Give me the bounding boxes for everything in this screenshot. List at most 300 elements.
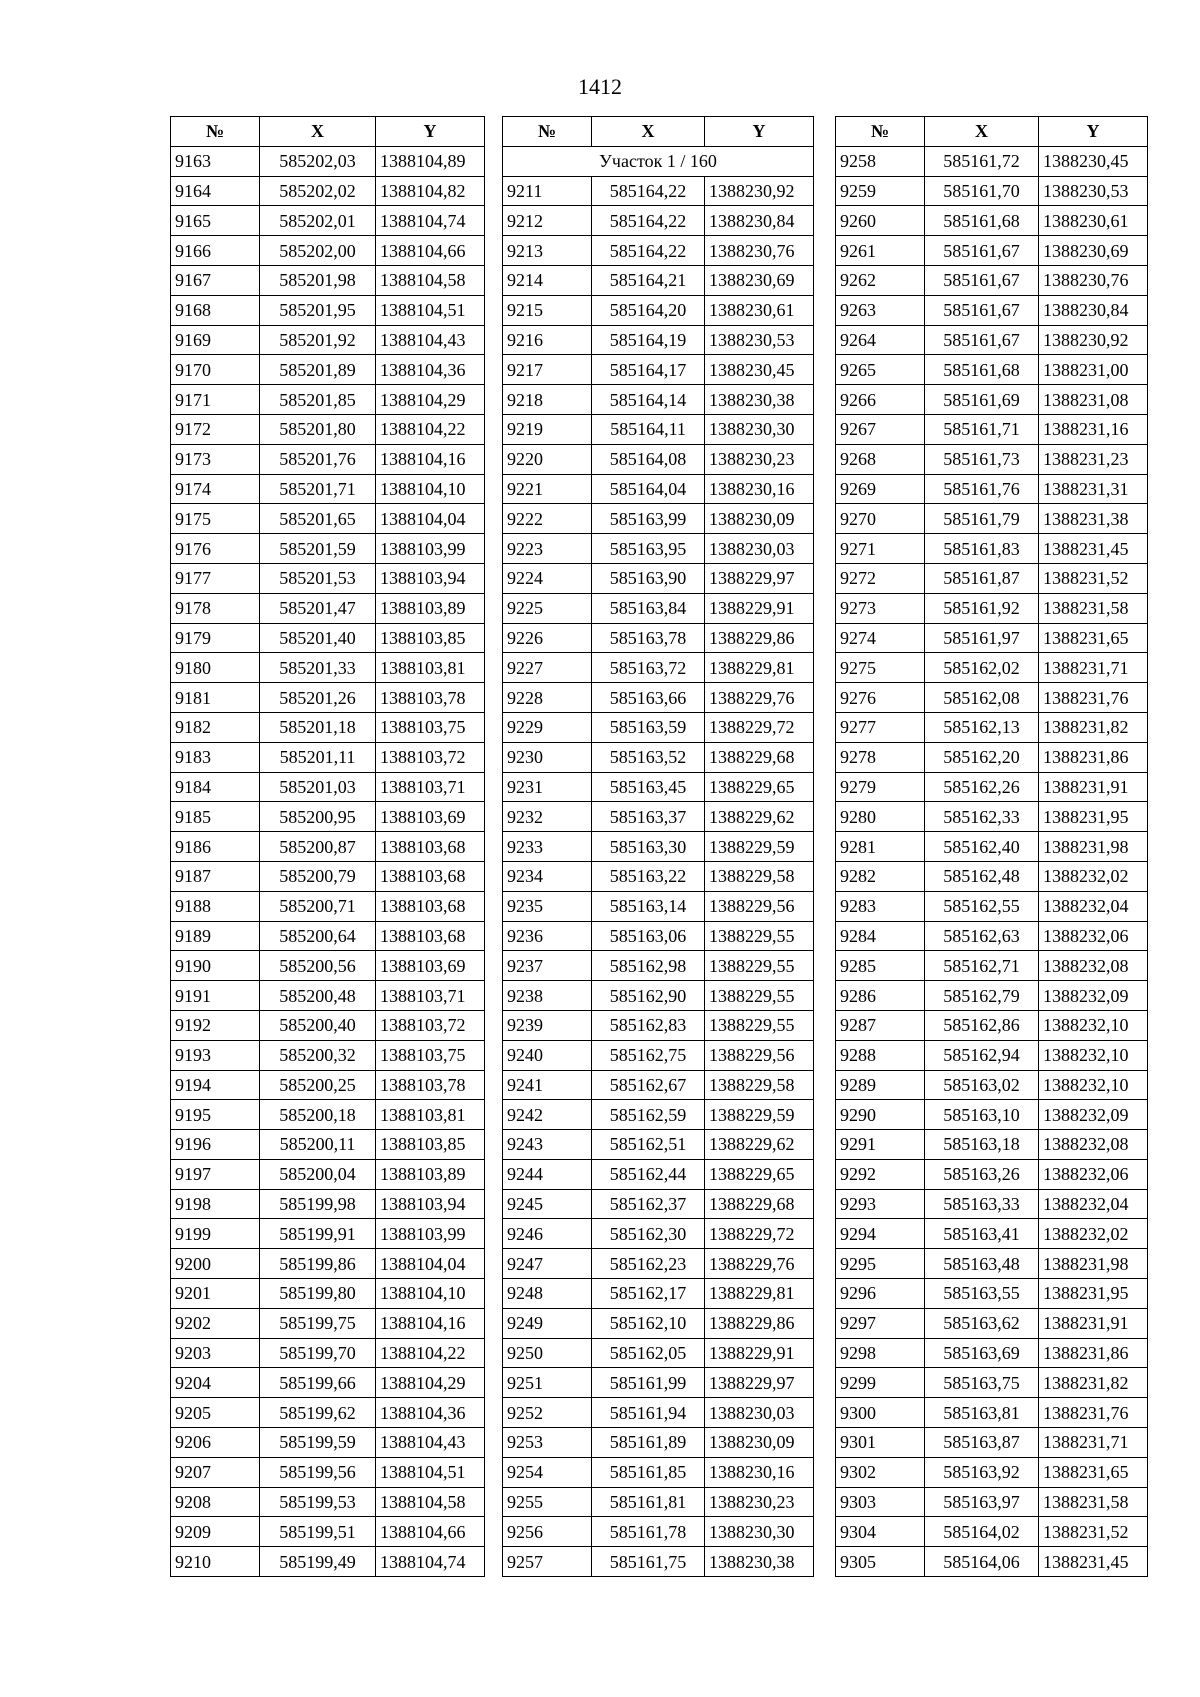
y-coordinate-cell: 1388103,71 [376, 772, 485, 802]
y-coordinate-cell: 1388231,45 [1039, 534, 1148, 564]
x-coordinate-cell: 585201,47 [260, 593, 376, 623]
table-row [836, 1100, 1148, 1130]
x-coordinate-cell: 585200,48 [260, 981, 376, 1011]
point-number-cell: 9223 [503, 534, 592, 564]
y-coordinate-cell: 1388104,43 [376, 1428, 485, 1458]
y-coordinate-cell: 1388103,68 [376, 832, 485, 862]
table-row [836, 742, 1148, 772]
x-coordinate-cell: 585199,49 [260, 1547, 376, 1577]
point-number-cell: 9209 [171, 1517, 260, 1547]
y-coordinate-cell: 1388104,29 [376, 385, 485, 415]
x-coordinate-cell: 585162,67 [592, 1070, 705, 1100]
table-row [836, 1189, 1148, 1219]
table-row [836, 802, 1148, 832]
x-coordinate-cell: 585163,92 [925, 1457, 1039, 1487]
x-coordinate-cell: 585164,04 [592, 474, 705, 504]
y-coordinate-cell: 1388103,68 [376, 861, 485, 891]
point-number-cell: 9280 [836, 802, 925, 832]
table-row [503, 1040, 814, 1070]
y-coordinate-cell: 1388230,84 [1039, 295, 1148, 325]
y-coordinate-cell: 1388229,56 [705, 891, 814, 921]
y-coordinate-cell: 1388230,09 [705, 1428, 814, 1458]
point-number-cell: 9183 [171, 742, 260, 772]
y-coordinate-cell: 1388231,52 [1039, 1517, 1148, 1547]
x-coordinate-cell: 585161,94 [592, 1398, 705, 1428]
x-coordinate-cell: 585199,75 [260, 1308, 376, 1338]
page-number: 1412 [578, 74, 622, 99]
table-row [171, 623, 485, 653]
table-row [503, 236, 814, 266]
table-row [171, 683, 485, 713]
x-coordinate-cell: 585199,62 [260, 1398, 376, 1428]
point-number-cell: 9295 [836, 1249, 925, 1279]
x-coordinate-cell: 585162,44 [592, 1159, 705, 1189]
y-coordinate-cell: 1388104,16 [376, 444, 485, 474]
y-coordinate-cell: 1388229,56 [705, 1040, 814, 1070]
point-number-cell: 9279 [836, 772, 925, 802]
point-number-cell: 9287 [836, 1010, 925, 1040]
point-number-cell: 9212 [503, 206, 592, 236]
table-row [503, 802, 814, 832]
point-number-cell: 9271 [836, 534, 925, 564]
table-row [503, 265, 814, 295]
y-coordinate-cell: 1388104,10 [376, 474, 485, 504]
point-number-cell: 9253 [503, 1428, 592, 1458]
x-coordinate-cell: 585199,86 [260, 1249, 376, 1279]
table-row [836, 474, 1148, 504]
point-number-cell: 9248 [503, 1279, 592, 1309]
x-coordinate-cell: 585163,45 [592, 772, 705, 802]
y-coordinate-cell: 1388230,84 [705, 206, 814, 236]
point-number-cell: 9206 [171, 1428, 260, 1458]
x-coordinate-cell: 585164,22 [592, 206, 705, 236]
point-number-cell: 9171 [171, 385, 260, 415]
point-number-cell: 9167 [171, 265, 260, 295]
point-number-cell: 9236 [503, 921, 592, 951]
x-coordinate-cell: 585161,76 [925, 474, 1039, 504]
point-number-cell: 9252 [503, 1398, 592, 1428]
table-row [503, 1010, 814, 1040]
y-coordinate-cell: 1388229,62 [705, 802, 814, 832]
y-coordinate-cell: 1388104,22 [376, 1338, 485, 1368]
x-coordinate-cell: 585161,67 [925, 265, 1039, 295]
y-coordinate-cell: 1388232,08 [1039, 1130, 1148, 1160]
table-row [171, 385, 485, 415]
x-coordinate-cell: 585163,95 [592, 534, 705, 564]
table-row [171, 325, 485, 355]
y-coordinate-cell: 1388231,91 [1039, 772, 1148, 802]
point-number-cell: 9263 [836, 295, 925, 325]
x-coordinate-cell: 585163,72 [592, 653, 705, 683]
y-coordinate-cell: 1388230,53 [1039, 176, 1148, 206]
y-coordinate-cell: 1388230,45 [1039, 146, 1148, 176]
point-number-cell: 9257 [503, 1547, 592, 1577]
x-coordinate-cell: 585162,33 [925, 802, 1039, 832]
y-coordinate-cell: 1388229,76 [705, 1249, 814, 1279]
y-coordinate-cell: 1388232,10 [1039, 1070, 1148, 1100]
point-number-cell: 9205 [171, 1398, 260, 1428]
x-coordinate-cell: 585199,91 [260, 1219, 376, 1249]
table-row [503, 1130, 814, 1160]
x-coordinate-cell: 585163,02 [925, 1070, 1039, 1100]
x-coordinate-cell: 585164,17 [592, 355, 705, 385]
y-coordinate-cell: 1388231,45 [1039, 1547, 1148, 1577]
x-coordinate-cell: 585200,71 [260, 891, 376, 921]
y-coordinate-cell: 1388103,81 [376, 1100, 485, 1130]
table-row [836, 653, 1148, 683]
x-coordinate-cell: 585161,67 [925, 325, 1039, 355]
y-coordinate-cell: 1388232,04 [1039, 891, 1148, 921]
x-coordinate-cell: 585202,01 [260, 206, 376, 236]
table-row [171, 1428, 485, 1458]
table-row [171, 921, 485, 951]
table-row [503, 563, 814, 593]
table-row [503, 1219, 814, 1249]
y-coordinate-cell: 1388229,81 [705, 1279, 814, 1309]
x-coordinate-cell: 585164,11 [592, 414, 705, 444]
x-coordinate-cell: 585202,00 [260, 236, 376, 266]
point-number-cell: 9224 [503, 563, 592, 593]
y-coordinate-cell: 1388104,16 [376, 1308, 485, 1338]
point-number-cell: 9291 [836, 1130, 925, 1160]
y-coordinate-cell: 1388103,68 [376, 891, 485, 921]
point-number-cell: 9169 [171, 325, 260, 355]
y-coordinate-cell: 1388104,82 [376, 176, 485, 206]
x-coordinate-cell: 585199,70 [260, 1338, 376, 1368]
x-coordinate-cell: 585162,23 [592, 1249, 705, 1279]
x-coordinate-cell: 585162,51 [592, 1130, 705, 1160]
point-number-cell: 9294 [836, 1219, 925, 1249]
y-coordinate-cell: 1388232,08 [1039, 951, 1148, 981]
point-number-cell: 9299 [836, 1368, 925, 1398]
x-coordinate-cell: 585201,53 [260, 563, 376, 593]
point-number-cell: 9230 [503, 742, 592, 772]
y-coordinate-cell: 1388104,22 [376, 414, 485, 444]
y-coordinate-cell: 1388104,89 [376, 146, 485, 176]
table-row [171, 1219, 485, 1249]
section-label: Участок 1 / 160 [503, 146, 814, 176]
x-coordinate-cell: 585162,94 [925, 1040, 1039, 1070]
table-row [503, 295, 814, 325]
table-row [836, 1279, 1148, 1309]
table-row [836, 981, 1148, 1011]
point-number-cell: 9281 [836, 832, 925, 862]
x-coordinate-cell: 585162,05 [592, 1338, 705, 1368]
point-number-cell: 9304 [836, 1517, 925, 1547]
y-coordinate-cell: 1388229,68 [705, 1189, 814, 1219]
column-header-y: Y [1039, 117, 1148, 147]
table-row [503, 981, 814, 1011]
table-row [836, 1040, 1148, 1070]
point-number-cell: 9296 [836, 1279, 925, 1309]
x-coordinate-cell: 585201,80 [260, 414, 376, 444]
y-coordinate-cell: 1388104,58 [376, 265, 485, 295]
point-number-cell: 9190 [171, 951, 260, 981]
table-row [503, 1159, 814, 1189]
y-coordinate-cell: 1388230,03 [705, 534, 814, 564]
table-row [503, 951, 814, 981]
x-coordinate-cell: 585163,62 [925, 1308, 1039, 1338]
y-coordinate-cell: 1388103,69 [376, 802, 485, 832]
y-coordinate-cell: 1388103,78 [376, 1070, 485, 1100]
y-coordinate-cell: 1388104,10 [376, 1279, 485, 1309]
x-coordinate-cell: 585163,37 [592, 802, 705, 832]
point-number-cell: 9243 [503, 1130, 592, 1160]
point-number-cell: 9298 [836, 1338, 925, 1368]
table-row [171, 1279, 485, 1309]
table-row [503, 176, 814, 206]
x-coordinate-cell: 585162,55 [925, 891, 1039, 921]
x-coordinate-cell: 585161,85 [592, 1457, 705, 1487]
y-coordinate-cell: 1388229,91 [705, 593, 814, 623]
y-coordinate-cell: 1388103,89 [376, 1159, 485, 1189]
x-coordinate-cell: 585162,37 [592, 1189, 705, 1219]
y-coordinate-cell: 1388103,72 [376, 742, 485, 772]
point-number-cell: 9182 [171, 712, 260, 742]
point-number-cell: 9233 [503, 832, 592, 862]
point-number-cell: 9168 [171, 295, 260, 325]
column-header-x: X [260, 117, 376, 147]
column-header-x: X [592, 117, 705, 147]
x-coordinate-cell: 585199,98 [260, 1189, 376, 1219]
y-coordinate-cell: 1388230,03 [705, 1398, 814, 1428]
y-coordinate-cell: 1388231,08 [1039, 385, 1148, 415]
table-row [503, 1100, 814, 1130]
point-number-cell: 9200 [171, 1249, 260, 1279]
x-coordinate-cell: 585201,11 [260, 742, 376, 772]
point-number-cell: 9181 [171, 683, 260, 713]
table-row [171, 206, 485, 236]
coordinates-table-2 [502, 116, 814, 1577]
y-coordinate-cell: 1388230,45 [705, 355, 814, 385]
point-number-cell: 9305 [836, 1547, 925, 1577]
x-coordinate-cell: 585164,22 [592, 236, 705, 266]
y-coordinate-cell: 1388232,02 [1039, 861, 1148, 891]
table-row [836, 265, 1148, 295]
point-number-cell: 9180 [171, 653, 260, 683]
table-row [503, 653, 814, 683]
table-row [836, 1010, 1148, 1040]
point-number-cell: 9217 [503, 355, 592, 385]
x-coordinate-cell: 585161,79 [925, 504, 1039, 534]
table-row [503, 861, 814, 891]
table-row [836, 1457, 1148, 1487]
x-coordinate-cell: 585201,98 [260, 265, 376, 295]
table-row [503, 683, 814, 713]
point-number-cell: 9213 [503, 236, 592, 266]
y-coordinate-cell: 1388104,74 [376, 206, 485, 236]
x-coordinate-cell: 585163,26 [925, 1159, 1039, 1189]
x-coordinate-cell: 585163,52 [592, 742, 705, 772]
table-row [503, 1517, 814, 1547]
point-number-cell: 9297 [836, 1308, 925, 1338]
table-row [503, 1398, 814, 1428]
point-number-cell: 9240 [503, 1040, 592, 1070]
table-row [171, 832, 485, 862]
y-coordinate-cell: 1388231,76 [1039, 1398, 1148, 1428]
x-coordinate-cell: 585201,92 [260, 325, 376, 355]
x-coordinate-cell: 585161,97 [925, 623, 1039, 653]
point-number-cell: 9250 [503, 1338, 592, 1368]
point-number-cell: 9283 [836, 891, 925, 921]
point-number-cell: 9245 [503, 1189, 592, 1219]
x-coordinate-cell: 585162,02 [925, 653, 1039, 683]
y-coordinate-cell: 1388104,04 [376, 1249, 485, 1279]
point-number-cell: 9244 [503, 1159, 592, 1189]
table-row [836, 712, 1148, 742]
table-row [836, 236, 1148, 266]
table-row [171, 593, 485, 623]
point-number-cell: 9275 [836, 653, 925, 683]
table-row [171, 1070, 485, 1100]
y-coordinate-cell: 1388229,72 [705, 712, 814, 742]
x-coordinate-cell: 585201,33 [260, 653, 376, 683]
table-row [503, 1368, 814, 1398]
point-number-cell: 9226 [503, 623, 592, 653]
y-coordinate-cell: 1388230,92 [705, 176, 814, 206]
y-coordinate-cell: 1388231,86 [1039, 1338, 1148, 1368]
y-coordinate-cell: 1388230,23 [705, 444, 814, 474]
y-coordinate-cell: 1388229,58 [705, 861, 814, 891]
coordinates-table-3 [835, 116, 1148, 1577]
point-number-cell: 9272 [836, 563, 925, 593]
table-row [503, 1189, 814, 1219]
table-row [503, 772, 814, 802]
y-coordinate-cell: 1388103,72 [376, 1010, 485, 1040]
y-coordinate-cell: 1388104,66 [376, 1517, 485, 1547]
table-row [171, 355, 485, 385]
x-coordinate-cell: 585200,79 [260, 861, 376, 891]
y-coordinate-cell: 1388231,23 [1039, 444, 1148, 474]
y-coordinate-cell: 1388103,81 [376, 653, 485, 683]
point-number-cell: 9184 [171, 772, 260, 802]
x-coordinate-cell: 585164,21 [592, 265, 705, 295]
point-number-cell: 9174 [171, 474, 260, 504]
table-row [171, 1368, 485, 1398]
point-number-cell: 9277 [836, 712, 925, 742]
table-row [503, 1308, 814, 1338]
table-row [836, 683, 1148, 713]
table-row [836, 1398, 1148, 1428]
coordinates-table-1 [170, 116, 485, 1577]
point-number-cell: 9191 [171, 981, 260, 1011]
point-number-cell: 9234 [503, 861, 592, 891]
y-coordinate-cell: 1388231,16 [1039, 414, 1148, 444]
x-coordinate-cell: 585161,83 [925, 534, 1039, 564]
x-coordinate-cell: 585162,90 [592, 981, 705, 1011]
point-number-cell: 9202 [171, 1308, 260, 1338]
y-coordinate-cell: 1388230,38 [705, 385, 814, 415]
x-coordinate-cell: 585162,30 [592, 1219, 705, 1249]
point-number-cell: 9255 [503, 1487, 592, 1517]
table-row [503, 206, 814, 236]
table-row [503, 832, 814, 862]
point-number-cell: 9194 [171, 1070, 260, 1100]
y-coordinate-cell: 1388104,51 [376, 1457, 485, 1487]
point-number-cell: 9242 [503, 1100, 592, 1130]
y-coordinate-cell: 1388103,99 [376, 1219, 485, 1249]
point-number-cell: 9221 [503, 474, 592, 504]
point-number-cell: 9219 [503, 414, 592, 444]
table-row [171, 1130, 485, 1160]
x-coordinate-cell: 585161,72 [925, 146, 1039, 176]
y-coordinate-cell: 1388230,61 [705, 295, 814, 325]
point-number-cell: 9246 [503, 1219, 592, 1249]
y-coordinate-cell: 1388231,95 [1039, 802, 1148, 832]
table-row [171, 1100, 485, 1130]
point-number-cell: 9303 [836, 1487, 925, 1517]
y-coordinate-cell: 1388229,97 [705, 1368, 814, 1398]
x-coordinate-cell: 585161,92 [925, 593, 1039, 623]
y-coordinate-cell: 1388104,74 [376, 1547, 485, 1577]
table-row [171, 861, 485, 891]
table-row [171, 295, 485, 325]
point-number-cell: 9165 [171, 206, 260, 236]
x-coordinate-cell: 585164,19 [592, 325, 705, 355]
x-coordinate-cell: 585163,69 [925, 1338, 1039, 1368]
table-row [836, 1130, 1148, 1160]
table-row [171, 742, 485, 772]
table-row [171, 1308, 485, 1338]
x-coordinate-cell: 585162,75 [592, 1040, 705, 1070]
point-number-cell: 9197 [171, 1159, 260, 1189]
x-coordinate-cell: 585161,67 [925, 295, 1039, 325]
y-coordinate-cell: 1388103,89 [376, 593, 485, 623]
point-number-cell: 9270 [836, 504, 925, 534]
table-row [171, 1457, 485, 1487]
point-number-cell: 9199 [171, 1219, 260, 1249]
y-coordinate-cell: 1388229,59 [705, 832, 814, 862]
x-coordinate-cell: 585161,99 [592, 1368, 705, 1398]
point-number-cell: 9235 [503, 891, 592, 921]
point-number-cell: 9218 [503, 385, 592, 415]
y-coordinate-cell: 1388229,62 [705, 1130, 814, 1160]
point-number-cell: 9293 [836, 1189, 925, 1219]
table-row [171, 1517, 485, 1547]
x-coordinate-cell: 585201,59 [260, 534, 376, 564]
point-number-cell: 9254 [503, 1457, 592, 1487]
point-number-cell: 9274 [836, 623, 925, 653]
y-coordinate-cell: 1388103,75 [376, 712, 485, 742]
x-coordinate-cell: 585200,04 [260, 1159, 376, 1189]
y-coordinate-cell: 1388104,51 [376, 295, 485, 325]
table-row [171, 1189, 485, 1219]
x-coordinate-cell: 585164,02 [925, 1517, 1039, 1547]
x-coordinate-cell: 585162,10 [592, 1308, 705, 1338]
x-coordinate-cell: 585161,70 [925, 176, 1039, 206]
table-row [171, 1040, 485, 1070]
y-coordinate-cell: 1388104,58 [376, 1487, 485, 1517]
point-number-cell: 9282 [836, 861, 925, 891]
point-number-cell: 9284 [836, 921, 925, 951]
table-row [836, 1368, 1148, 1398]
y-coordinate-cell: 1388229,65 [705, 772, 814, 802]
point-number-cell: 9195 [171, 1100, 260, 1130]
x-coordinate-cell: 585161,87 [925, 563, 1039, 593]
x-coordinate-cell: 585163,87 [925, 1428, 1039, 1458]
y-coordinate-cell: 1388230,53 [705, 325, 814, 355]
y-coordinate-cell: 1388104,29 [376, 1368, 485, 1398]
table-row [836, 832, 1148, 862]
y-coordinate-cell: 1388230,09 [705, 504, 814, 534]
point-number-cell: 9231 [503, 772, 592, 802]
y-coordinate-cell: 1388229,65 [705, 1159, 814, 1189]
y-coordinate-cell: 1388231,65 [1039, 623, 1148, 653]
column-header-number: № [503, 117, 592, 147]
point-number-cell: 9203 [171, 1338, 260, 1368]
x-coordinate-cell: 585161,75 [592, 1547, 705, 1577]
point-number-cell: 9179 [171, 623, 260, 653]
